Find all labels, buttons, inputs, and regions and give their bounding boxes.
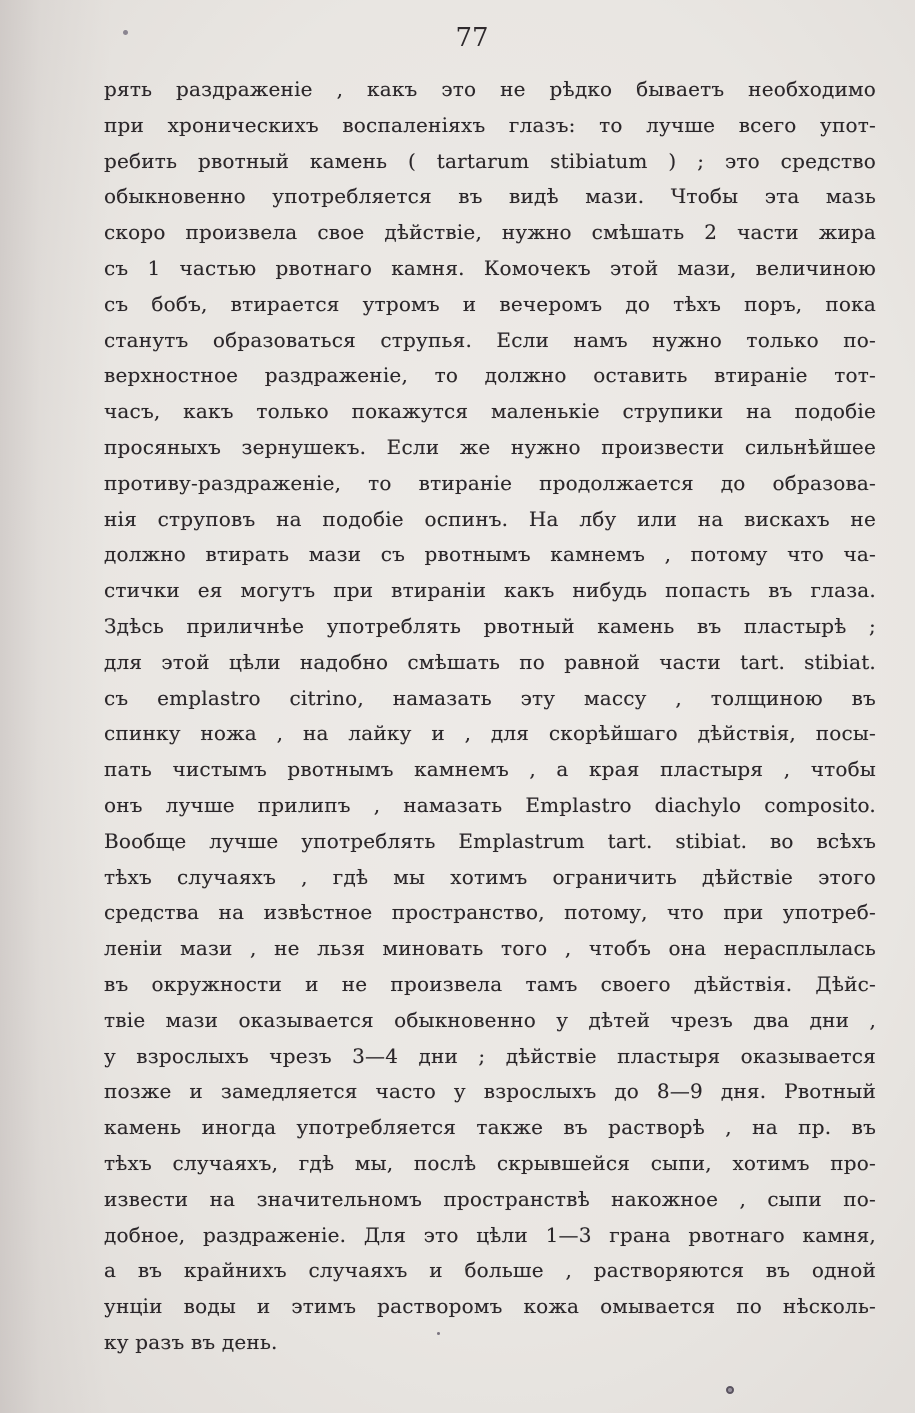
text-line: тѣхъ случаяхъ , гдѣ мы хотимъ ограничить дѣйствіе этого	[104, 864, 876, 889]
text-line: извести на значительномъ пространствѣ накожное , сыпи по-	[104, 1186, 876, 1211]
text-line: пать чистымъ рвотнымъ камнемъ , а края пластыря , чтобы	[104, 757, 876, 782]
text-line: ребить рвотный камень ( tartarum stibiatum ) ; это средство	[104, 148, 876, 173]
text-line: станутъ образоваться струпья. Если намъ нужно только по-	[104, 327, 876, 352]
text-line: съ 1 частью рвотнаго камня. Комочекъ этой мази, величиною	[104, 255, 876, 280]
text-line: Здѣсь приличнѣе употреблять рвотный камень въ пластырѣ ;	[104, 613, 876, 638]
paper-speck	[123, 30, 128, 35]
text-line: въ окружности и не произвела тамъ своего дѣйствія. Дѣйс-	[104, 971, 876, 996]
text-line: твіе мази оказывается обыкновенно у дѣтей чрезъ два дни ,	[104, 1007, 876, 1032]
body-text	[104, 72, 876, 1361]
page-number: 77	[455, 23, 489, 53]
text-line: часъ, какъ только покажутся маленькіе струпики на подобіе	[104, 399, 876, 424]
text-line: противу-раздраженіе, то втираніе продолжается до образова-	[104, 470, 876, 495]
text-line: скоро произвела свое дѣйствіе, нужно смѣшать 2 части жира	[104, 220, 876, 245]
text-line: стички ея могутъ при втираніи какъ нибудь попасть въ глаза.	[104, 578, 876, 603]
text-line: верхностное раздраженіе, то должно оставить втираніе тот-	[104, 363, 876, 388]
text-line: леніи мази , не льзя миновать того , чтобъ она нерасплылась	[104, 936, 876, 961]
text-line: тѣхъ случаяхъ, гдѣ мы, послѣ скрывшейся сыпи, хотимъ про-	[104, 1150, 876, 1175]
text-line: онъ лучше прилипъ , намазать Emplastro diachylo composito.	[104, 792, 876, 817]
text-line-last: ку разъ въ день.	[104, 1329, 278, 1354]
text-line: камень иногда употребляется также въ растворѣ , на пр. въ	[104, 1115, 876, 1140]
paper-speck	[437, 1332, 440, 1335]
text-line: при хроническихъ воспаленіяхъ глазъ: то лучше всего упот-	[104, 112, 876, 137]
text-line: для этой цѣли надобно смѣшать по равной части tart. stibiat.	[104, 649, 876, 674]
paper-speck	[726, 1386, 734, 1394]
text-line: средства на извѣстное пространство, потому, что при употреб-	[104, 900, 876, 925]
text-line: нія струповъ на подобіе оспинъ. На лбу или на вискахъ не	[104, 506, 876, 531]
text-line: а въ крайнихъ случаяхъ и больше , растворяются въ одной	[104, 1258, 876, 1283]
text-line: съ emplastro citrino, намазать эту массу , толщиною въ	[104, 685, 876, 710]
text-line: позже и замедляется часто у взрослыхъ до 8—9 дня. Рвотный	[104, 1079, 876, 1104]
text-line: съ бобъ, втирается утромъ и вечеромъ до тѣхъ поръ, пока	[104, 291, 876, 316]
text-line: должно втирать мази съ рвотнымъ камнемъ , потому что ча-	[104, 542, 876, 567]
text-line: спинку ножа , на лайку и , для скорѣйшаго дѣйствія, посы-	[104, 721, 876, 746]
text-line: унціи воды и этимъ растворомъ кожа омывается по нѣсколь-	[104, 1294, 876, 1319]
text-line: добное, раздраженіе. Для это цѣли 1—3 грана рвотнаго камня,	[104, 1222, 876, 1247]
text-line: у взрослыхъ чрезъ 3—4 дни ; дѣйствіе пластыря оказывается	[104, 1043, 876, 1068]
text-line: Вообще лучше употреблять Emplastrum tart. stibiat. во всѣхъ	[104, 828, 876, 853]
text-line: обыкновенно употребляется въ видѣ мази. Чтобы эта мазь	[104, 184, 876, 209]
text-line: рять раздраженіе , какъ это не рѣдко бываетъ необходимо	[104, 77, 876, 101]
text-line: просяныхъ зернушекъ. Если же нужно произвести сильнѣйшее	[104, 434, 876, 459]
